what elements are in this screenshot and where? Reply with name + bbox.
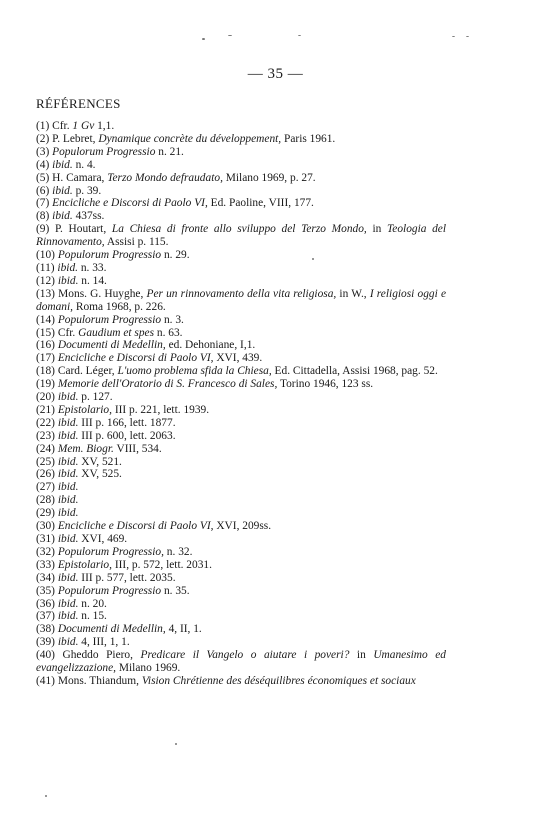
reference-item [36,675,446,688]
reference-text: n. 29. [161,249,190,262]
reference-item [36,468,446,481]
reference-number: (23) [36,429,55,442]
reference-title: Documenti di Medellin, [57,623,166,636]
reference-item [36,649,446,675]
reference-title: Populorum Progressio [57,313,162,326]
reference-text: n. 14. [78,274,107,287]
reference-text: ed. Dehoniane, I,1. [165,339,256,352]
reference-title: Vision Chrétienne des déséquilibres économiques et sociaux [141,674,416,687]
reference-title: ibid. [52,184,73,197]
reference-text: Ed. Paoline, VIII, 177. [207,197,314,210]
reference-title: ibid. [57,494,79,507]
scan-speck [466,36,469,37]
reference-text: 437ss. [72,210,105,223]
reference-text: n. 20. [78,597,107,610]
reference-item [36,159,446,172]
reference-number: (32) [36,545,55,558]
reference-item [36,210,446,223]
reference-number: (3) [36,145,50,158]
reference-title: Populorum Progressio [57,584,162,597]
reference-text: n. 4. [72,158,96,171]
reference-text: n. 33. [78,261,107,274]
reference-number: (8) [36,210,50,223]
reference-title: Dynamique concrète du développement, [98,132,282,145]
reference-number: (29) [36,507,55,520]
reference-title: La Chiesa di fronte allo sviluppo del Terzo Mondo, [111,223,367,236]
reference-item [36,585,446,598]
reference-title: ibid. [52,158,73,171]
reference-text: n. 63. [154,326,183,339]
reference-item [36,610,446,623]
reference-text: n. 15. [78,610,107,623]
reference-text: Torino 1946, 123 ss. [277,378,374,391]
reference-text: p. 39. [72,184,102,197]
reference-title: ibid. [57,468,79,481]
reference-number: (1) [36,120,50,132]
reference-number: (15) [36,326,55,339]
reference-item [36,520,446,533]
reference-title: Gaudium et spes [78,326,155,339]
reference-item [36,598,446,611]
scan-speck [312,258,314,260]
reference-text: XVI, 209ss. [213,520,272,533]
reference-text: n. 3. [161,313,184,326]
reference-text: 1,1. [94,120,115,132]
reference-item [36,314,446,327]
reference-text: III p. 221, lett. 1939. [111,403,210,416]
reference-number: (7) [36,197,50,210]
reference-title: ibid. [57,455,79,468]
reference-text: H. Camara, [52,171,108,184]
reference-item [36,262,446,275]
scan-speck [202,38,205,40]
scan-speck [452,36,455,37]
reference-title: ibid. [57,597,79,610]
reference-number: (40) [36,649,55,662]
reference-number: (24) [36,442,55,455]
reference-text: Assisi p. 115. [104,236,169,249]
reference-text: n. 21. [155,145,184,158]
reference-number: (20) [36,391,55,404]
reference-title: Populorum Progressio, [57,545,164,558]
reference-number: (2) [36,132,50,145]
reference-number: (16) [36,339,55,352]
reference-title: Predicare il Vangelo o aiutare i poveri? [140,649,350,662]
reference-number: (26) [36,468,55,481]
reference-title: Mem. Biogr. [57,442,114,455]
reference-text: III p. 577, lett. 2035. [78,571,176,584]
reference-item [36,327,446,340]
reference-item [36,133,446,146]
reference-item [36,404,446,417]
reference-title: ibid. [57,261,78,274]
reference-item [36,120,446,133]
reference-number: (27) [36,481,55,494]
reference-item [36,572,446,585]
reference-title: Encicliche e Discorsi di Paolo VI, [57,352,214,365]
reference-number: (22) [36,416,55,429]
reference-item [36,352,446,365]
reference-item [36,288,446,314]
reference-item [36,623,446,636]
reference-number: (30) [36,520,55,533]
reference-title: Per un rinnovamento della vita religiosa, [146,287,337,300]
reference-title: Terzo Mondo defraudato, [107,171,223,184]
reference-text: 4, II, 1. [165,623,202,636]
reference-text: in [366,223,387,236]
reference-text: n. 32. [163,545,193,558]
reference-text: in W., [336,287,370,300]
reference-title: ibid. [57,429,79,442]
reference-item [36,546,446,559]
reference-item [36,443,446,456]
reference-text: in [349,649,374,662]
reference-title: ibid. [57,416,79,429]
reference-item [36,430,446,443]
reference-title: ibid. [57,610,79,623]
reference-text: XVI, 439. [213,352,263,365]
reference-number: (33) [36,558,55,571]
reference-text: Mons. Thiandum, [57,674,142,687]
reference-number: (18) [36,365,55,378]
references-heading: RÉFÉRENCES [36,96,121,111]
reference-item [36,339,446,352]
reference-number: (11) [36,261,55,274]
reference-title: ibid. [57,274,79,287]
scan-speck [298,35,301,36]
reference-title: ibid. [57,636,79,649]
reference-text: p. 127. [78,391,113,404]
reference-item [36,146,446,159]
reference-item [36,481,446,494]
reference-item [36,559,446,572]
reference-text: Milano 1969. [116,662,181,675]
reference-item [36,172,446,185]
scan-speck [228,35,232,36]
reference-item [36,275,446,288]
reference-number: (4) [36,158,50,171]
reference-item [36,494,446,507]
reference-title: ibid. [52,210,73,223]
reference-text: Paris 1961. [281,132,336,145]
reference-number: (9) [36,223,50,236]
reference-item [36,417,446,430]
reference-number: (6) [36,184,50,197]
reference-text: Roma 1968, p. 226. [73,300,166,313]
reference-text: Mons. G. Huyghe, [58,287,147,300]
reference-item [36,507,446,520]
reference-title: Epistolario, [57,403,112,416]
reference-number: (25) [36,455,55,468]
references-list [36,120,446,688]
reference-number: (36) [36,597,55,610]
reference-number: (19) [36,378,55,391]
reference-number: (41) [36,674,55,687]
reference-item [36,391,446,404]
reference-text: Ed. Cittadella, Assisi 1968, pag. 52. [271,365,438,378]
reference-title: Umanesimo ed evangelizzazione, [36,649,446,675]
reference-item [36,378,446,391]
reference-number: (17) [36,352,55,365]
reference-text: Milano 1969, p. 27. [222,171,316,184]
reference-title: Epistolario, [57,558,112,571]
reference-number: (37) [36,610,55,623]
reference-title: ibid. [57,507,79,520]
reference-item [36,197,446,210]
reference-text: XV, 521. [78,455,122,468]
reference-title: L'uomo problema sfida la Chiesa, [117,365,272,378]
reference-number: (31) [36,533,55,545]
reference-number: (12) [36,274,55,287]
reference-item [36,249,446,262]
reference-item [36,365,446,378]
reference-text: Card. Léger, [57,365,118,378]
reference-item [36,636,446,649]
reference-item [36,223,446,249]
reference-title: Memorie dell'Oratorio di S. Francesco di Sales, [57,378,278,391]
reference-title: 1 Gv [72,120,95,132]
reference-title: Encicliche e Discorsi di Paolo VI, [57,520,214,533]
reference-title: I religiosi oggi e domani, [36,287,446,313]
reference-title: ibid. [57,571,79,584]
reference-text: Gheddo Piero, [62,649,141,662]
reference-number: (5) [36,171,50,184]
scan-speck [175,743,177,745]
reference-number: (38) [36,623,55,636]
reference-item [36,185,446,198]
reference-title: ibid. [57,481,79,494]
reference-text: III, p. 572, lett. 2031. [111,558,212,571]
reference-title: Populorum Progressio [52,145,156,158]
reference-title: Encicliche e Discorsi di Paolo VI, [52,197,208,210]
reference-item [36,456,446,469]
reference-text: XVI, 469. [78,533,128,545]
reference-text: P. Houtart, [54,223,112,236]
scan-speck [45,795,47,797]
reference-number: (39) [36,636,55,649]
reference-text: Cfr. [57,326,79,339]
reference-text: XV, 525. [78,468,122,481]
reference-title: Teologia del Rinnovamento, [36,223,447,249]
reference-number: (10) [36,249,55,262]
reference-text: Cfr. [52,120,73,132]
reference-number: (21) [36,403,55,416]
reference-title: ibid. [57,533,79,545]
reference-number: (35) [36,584,55,597]
reference-text: VIII, 534. [113,442,162,455]
reference-text: III p. 166, lett. 1877. [78,416,176,429]
reference-number: (34) [36,571,55,584]
reference-item [36,533,446,546]
page-number: — 35 — [247,66,304,82]
reference-text: III p. 600, lett. 2063. [78,429,176,442]
reference-title: ibid. [57,391,79,404]
reference-number: (28) [36,494,55,507]
reference-title: Populorum Progressio [57,249,162,262]
reference-number: (13) [36,287,55,300]
reference-title: Documenti di Medellin, [57,339,166,352]
reference-text: 4, III, 1, 1. [78,636,130,649]
reference-text: P. Lebret, [52,132,99,145]
reference-text: n. 35. [161,584,190,597]
reference-number: (14) [36,313,55,326]
